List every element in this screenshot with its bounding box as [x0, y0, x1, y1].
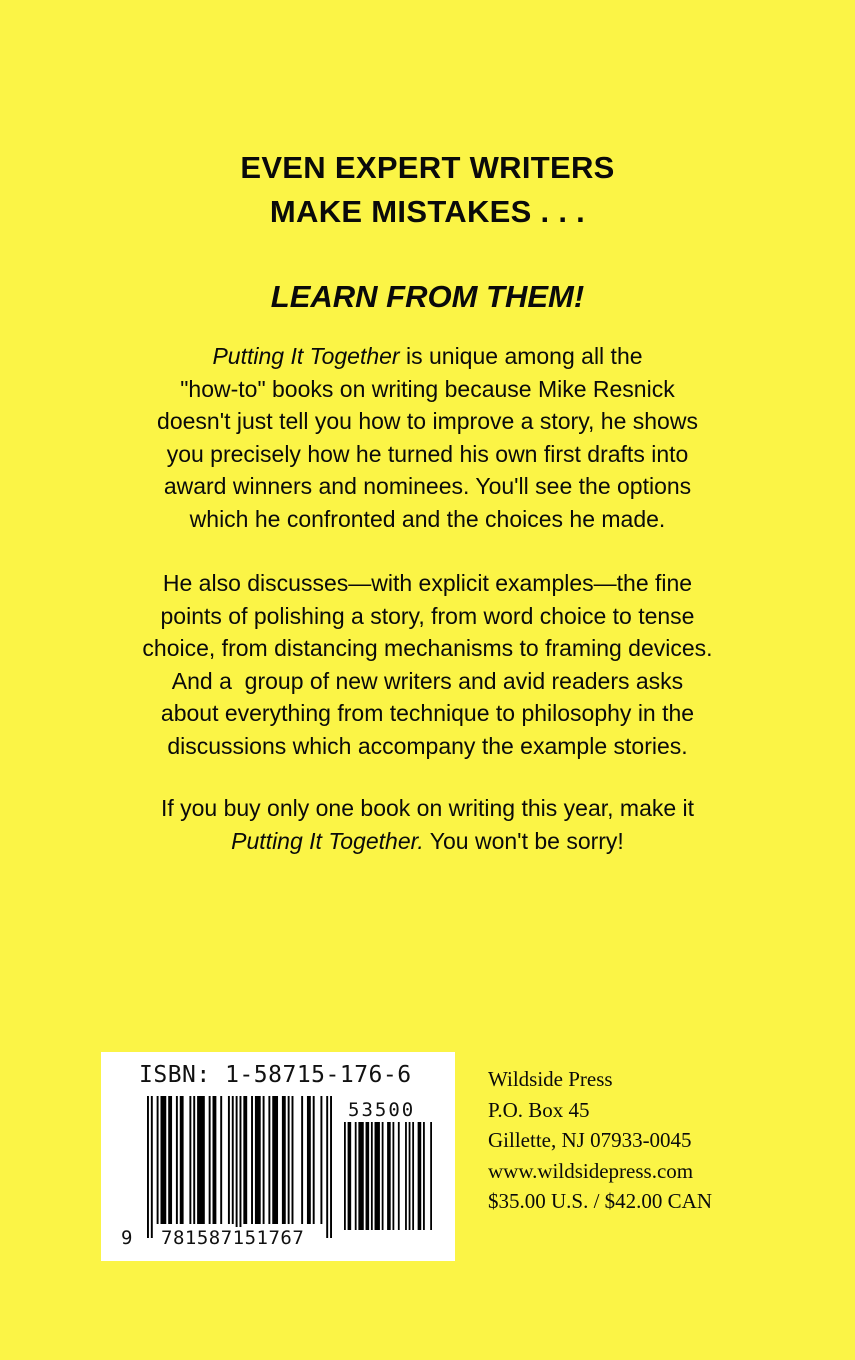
barcode-bar	[168, 1096, 172, 1224]
isbn-label: ISBN: 1-58715-176-6	[139, 1062, 412, 1088]
blurb-line: which he confronted and the choices he made.	[189, 505, 666, 532]
barcode-first-digit: 9	[121, 1227, 133, 1249]
price: $35.00 U.S. / $42.00 CAN	[488, 1189, 713, 1213]
blurb-paragraph-1	[60, 340, 795, 535]
barcode-bar	[358, 1122, 363, 1230]
barcode-bar	[243, 1096, 247, 1224]
barcode-bar	[307, 1096, 311, 1224]
barcode-bar	[392, 1122, 394, 1230]
barcode-addon-digits: 53500	[348, 1099, 416, 1121]
barcode-bar	[344, 1122, 346, 1230]
barcode-bar	[263, 1096, 265, 1224]
publisher-address-2: Gillette, NJ 07933-0045	[488, 1128, 692, 1152]
headline-line-1: EVEN EXPERT WRITERS	[240, 150, 615, 185]
publisher-address-1: P.O. Box 45	[488, 1097, 590, 1122]
blurb-paragraph-2	[60, 567, 795, 762]
blurb-line: choice, from distancing mechanisms to framing devices.	[142, 635, 713, 661]
barcode-bar	[326, 1096, 328, 1238]
barcode-box	[101, 1052, 455, 1261]
barcode-bar	[268, 1096, 270, 1224]
barcode-bar	[220, 1096, 222, 1224]
barcode-bar	[292, 1096, 294, 1224]
barcode-bar	[423, 1122, 425, 1230]
barcode-bar	[189, 1096, 191, 1224]
barcode-bar	[236, 1096, 238, 1238]
blurb-line: "how-to" books on writing because Mike Resnick	[180, 375, 675, 402]
blurb-line: Putting It Together. You won't be sorry!	[231, 827, 624, 854]
blurb-paragraph-3	[60, 792, 795, 857]
barcode-bar	[301, 1096, 303, 1224]
barcode-bar	[213, 1096, 217, 1224]
blurb-line: Putting It Together is unique among all the	[212, 343, 643, 369]
barcode-bar	[251, 1096, 253, 1224]
blurb-line: He also discusses—with explicit examples—the fine	[162, 570, 693, 596]
barcode-bar	[228, 1096, 230, 1224]
barcode-bar	[282, 1096, 286, 1224]
ean-barcode	[147, 1096, 332, 1238]
barcode-bar	[151, 1096, 153, 1238]
barcode-bar	[412, 1122, 414, 1230]
blurb-line: discussions which accompany the example stories.	[167, 732, 688, 759]
barcode-bar	[255, 1096, 261, 1224]
barcode-bar	[180, 1096, 184, 1224]
blurb-line: If you buy only one book on writing this year, make it	[160, 795, 695, 821]
barcode-bar	[232, 1096, 234, 1224]
barcode-bar	[418, 1122, 422, 1230]
publisher-website: www.wildsidepress.com	[488, 1158, 694, 1183]
barcode-bar	[147, 1096, 149, 1238]
publisher-name: Wildside Press	[488, 1067, 613, 1091]
book-title: Putting It Together	[212, 343, 400, 369]
blurb-line: points of polishing a story, from word choice to tense	[160, 602, 695, 629]
addon-barcode	[344, 1122, 432, 1230]
barcode-bar	[375, 1122, 380, 1230]
barcode-bar	[348, 1122, 352, 1230]
tagline: LEARN FROM THEM!	[270, 279, 585, 314]
blurb-line: you precisely how he turned his own first drafts into	[166, 440, 689, 467]
book-title: Putting It Together.	[231, 827, 424, 854]
barcode-bar	[398, 1122, 400, 1230]
barcode-bar	[366, 1122, 370, 1230]
barcode-bar	[288, 1096, 290, 1224]
barcode-bar	[209, 1096, 211, 1224]
barcode-bar	[313, 1096, 315, 1224]
barcode-bar	[409, 1122, 411, 1230]
barcode-digits: 781587151767	[161, 1227, 305, 1249]
barcode-bar	[197, 1096, 205, 1224]
blurb-line: about everything from technique to philosophy in the	[160, 700, 695, 726]
headline-line-2: MAKE MISTAKES . . .	[269, 194, 586, 229]
blurb-line: doesn't just tell you how to improve a story, he shows	[157, 408, 698, 434]
barcode-bar	[160, 1096, 166, 1224]
barcode-bar	[240, 1096, 242, 1238]
barcode-bar	[430, 1122, 432, 1230]
barcode-bar	[193, 1096, 195, 1224]
barcode-bar	[330, 1096, 332, 1238]
barcode-bar	[355, 1122, 357, 1230]
barcode-bar	[157, 1096, 159, 1224]
barcode-bar	[387, 1122, 391, 1230]
barcode-bar	[382, 1122, 384, 1230]
blurb-line: And a group of new writers and avid readers asks	[171, 667, 684, 694]
publisher-info	[488, 1064, 712, 1217]
barcode-bar	[272, 1096, 278, 1224]
barcode-bar	[176, 1096, 178, 1224]
barcode-bar	[320, 1096, 322, 1224]
blurb-line: award winners and nominees. You'll see the options	[163, 473, 692, 499]
barcode-bar	[371, 1122, 373, 1230]
barcode-bar	[405, 1122, 407, 1230]
